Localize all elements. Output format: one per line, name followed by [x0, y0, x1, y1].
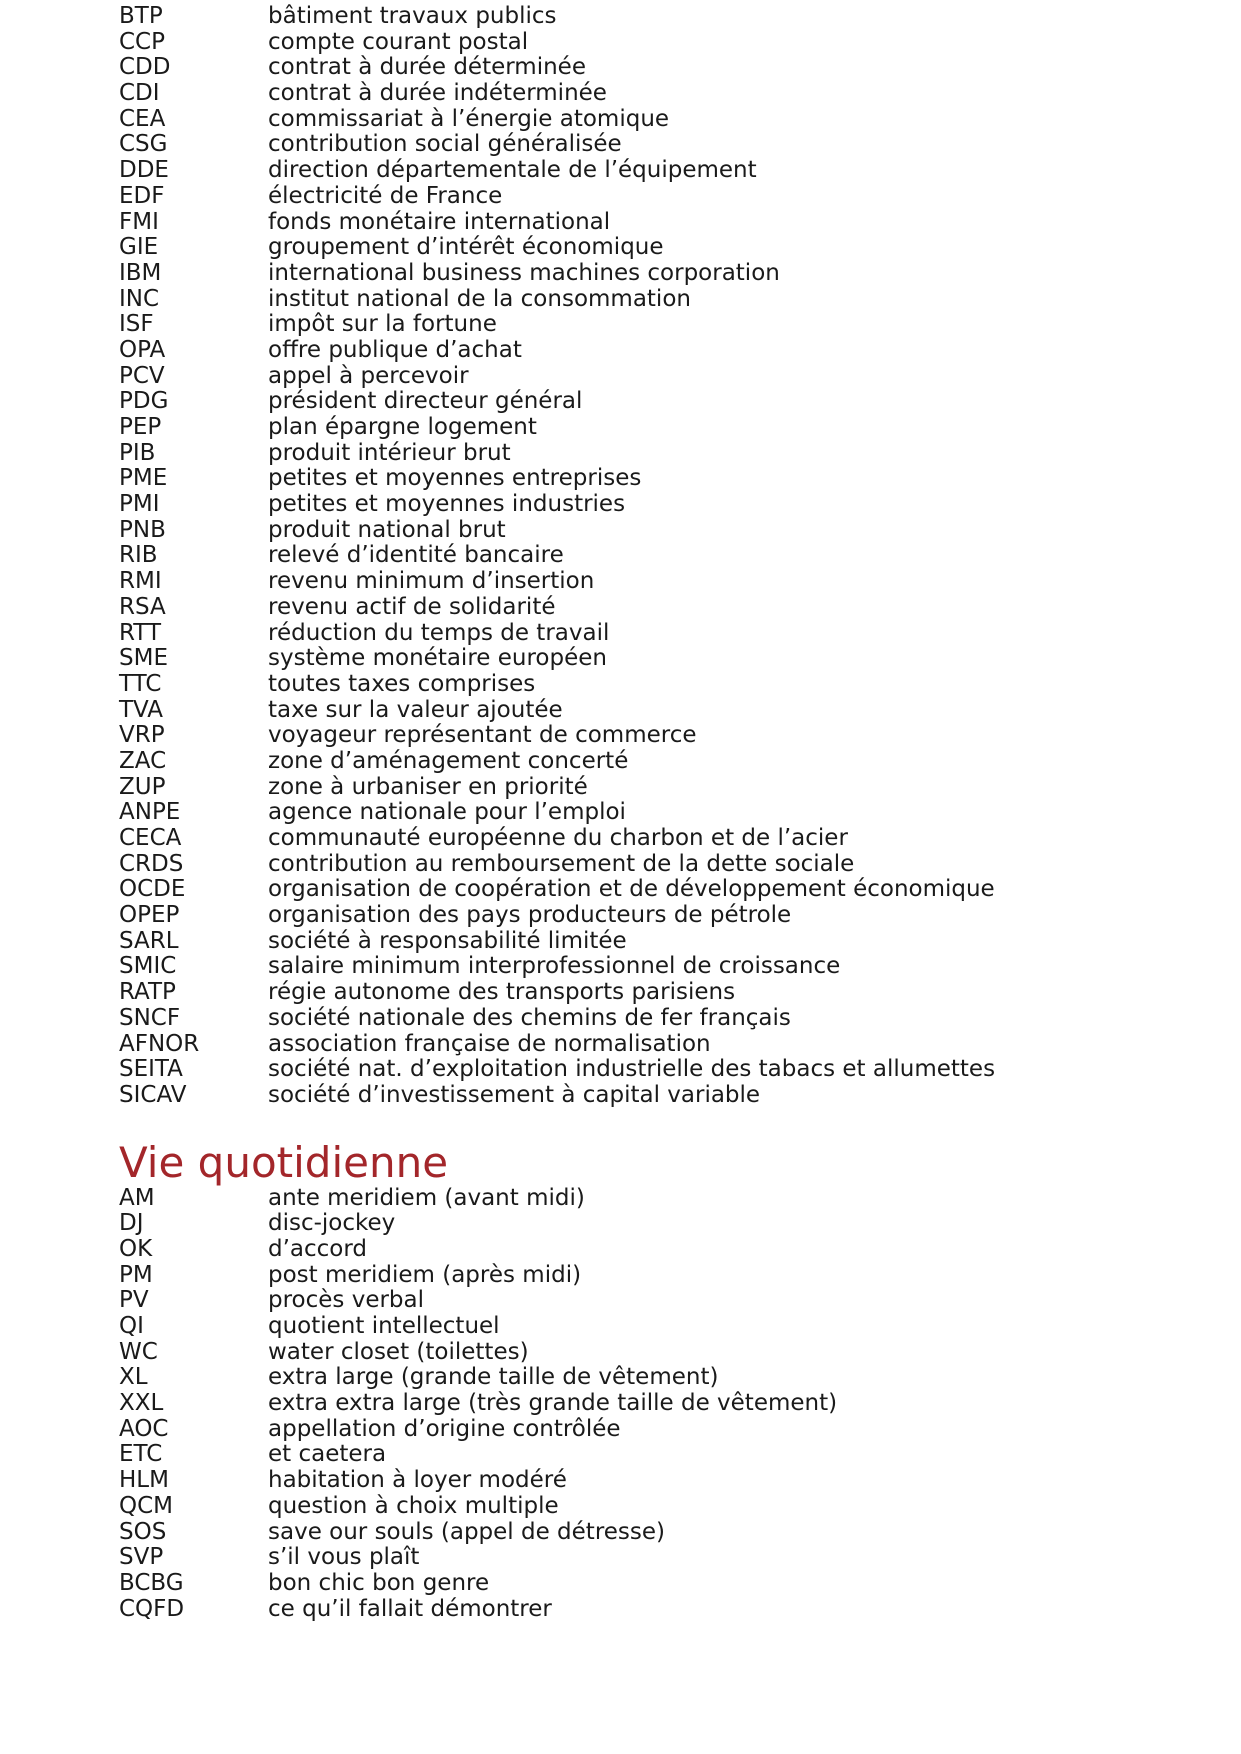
abbreviation: ZAC — [119, 747, 167, 774]
abbreviation: FMI — [119, 208, 159, 235]
abbreviation-list-vie-quotidienne — [119, 1137, 1179, 1623]
glossary-entry — [119, 1520, 1179, 1546]
abbreviation: SARL — [119, 927, 179, 954]
glossary-entry — [119, 4, 1179, 30]
abbreviation: PNB — [119, 516, 166, 543]
abbreviation: PIB — [119, 439, 156, 466]
abbreviation-meaning: disc-jockey — [268, 1210, 396, 1237]
abbreviation: PV — [119, 1287, 149, 1314]
glossary-entry — [119, 826, 1179, 852]
abbreviation: VRP — [119, 722, 165, 749]
glossary-entry — [119, 1006, 1179, 1032]
abbreviation: OPA — [119, 336, 166, 363]
glossary-entry — [119, 1365, 1179, 1391]
glossary-entry — [119, 466, 1179, 492]
abbreviation-meaning: contrat à durée déterminée — [268, 54, 586, 81]
abbreviation-meaning: petites et moyennes industries — [268, 491, 626, 518]
glossary-entry — [119, 364, 1179, 390]
abbreviation: PME — [119, 465, 168, 492]
abbreviation: AOC — [119, 1415, 169, 1442]
abbreviation: AM — [119, 1184, 155, 1211]
abbreviation-meaning: ce qu’il fallait démontrer — [268, 1595, 552, 1622]
abbreviation: QCM — [119, 1492, 174, 1519]
abbreviation: SEITA — [119, 1056, 183, 1083]
abbreviation: CQFD — [119, 1595, 185, 1622]
abbreviation: INC — [119, 285, 160, 312]
glossary-entry — [119, 595, 1179, 621]
abbreviation-meaning: relevé d’identité bancaire — [268, 542, 564, 569]
glossary-entry — [119, 492, 1179, 518]
glossary-entry — [119, 1468, 1179, 1494]
glossary-entry — [119, 569, 1179, 595]
glossary-entry — [119, 1237, 1179, 1263]
abbreviation-meaning: fonds monétaire international — [268, 208, 611, 235]
glossary-entry — [119, 81, 1179, 107]
glossary-entry — [119, 543, 1179, 569]
abbreviation-meaning: bon chic bon genre — [268, 1569, 490, 1596]
abbreviation: RMI — [119, 568, 162, 595]
abbreviation: DDE — [119, 157, 169, 184]
abbreviation: CECA — [119, 825, 182, 851]
abbreviation: SME — [119, 645, 168, 672]
glossary-entry — [119, 698, 1179, 724]
abbreviation-meaning: extra extra large (très grande taille de vêtement) — [268, 1390, 838, 1417]
abbreviation-meaning: organisation des pays producteurs de pétrole — [268, 902, 792, 929]
section-title: Vie quotidienne — [119, 1137, 449, 1187]
abbreviation: OK — [119, 1235, 153, 1262]
glossary-entry — [119, 389, 1179, 415]
abbreviation-meaning: institut national de la consommation — [268, 285, 691, 312]
glossary-entry — [119, 132, 1179, 158]
glossary-entry — [119, 1032, 1179, 1058]
abbreviation-meaning: zone d’aménagement concerté — [268, 747, 629, 774]
abbreviation-meaning: water closet (toilettes) — [268, 1338, 529, 1365]
glossary-entry — [119, 852, 1179, 878]
abbreviation-meaning: impôt sur la fortune — [268, 311, 497, 338]
abbreviation-meaning: compte courant postal — [268, 28, 529, 55]
abbreviation: GIE — [119, 234, 159, 261]
abbreviation-meaning: groupement d’intérêt économique — [268, 234, 664, 261]
abbreviation: OCDE — [119, 876, 186, 903]
abbreviation-meaning: société nat. d’exploitation industrielle des tabacs et allumettes — [268, 1056, 996, 1083]
abbreviation: ANPE — [119, 799, 181, 826]
abbreviation-meaning: organisation de coopération et de développement économique — [268, 876, 995, 903]
glossary-entry — [119, 877, 1179, 903]
abbreviation-meaning: international business machines corporation — [268, 259, 780, 286]
abbreviation-meaning: d’accord — [268, 1235, 368, 1262]
abbreviation-meaning: produit national brut — [268, 516, 506, 543]
glossary-entry — [119, 235, 1179, 261]
abbreviation: RIB — [119, 542, 158, 569]
abbreviation-meaning: électricité de France — [268, 182, 503, 209]
glossary-entry — [119, 415, 1179, 441]
abbreviation: RATP — [119, 979, 176, 1006]
glossary-entry — [119, 980, 1179, 1006]
glossary-entry — [119, 1494, 1179, 1520]
glossary-entry — [119, 1391, 1179, 1417]
glossary-entry — [119, 1186, 1179, 1212]
abbreviation-meaning: question à choix multiple — [268, 1492, 559, 1519]
abbreviation-meaning: ante meridiem (avant midi) — [268, 1184, 585, 1211]
abbreviation-meaning: habitation à loyer modéré — [268, 1467, 567, 1494]
abbreviation-meaning: taxe sur la valeur ajoutée — [268, 696, 563, 723]
abbreviation: DJ — [119, 1210, 144, 1237]
glossary-entry — [119, 749, 1179, 775]
abbreviation: IBM — [119, 259, 162, 286]
abbreviation: QI — [119, 1313, 144, 1339]
abbreviation: WC — [119, 1338, 158, 1365]
abbreviation-meaning: zone à urbaniser en priorité — [268, 773, 588, 800]
glossary-entry — [119, 1211, 1179, 1237]
abbreviation: CRDS — [119, 850, 184, 877]
abbreviation: PMI — [119, 491, 160, 518]
abbreviation: SVP — [119, 1544, 164, 1571]
abbreviation: EDF — [119, 182, 165, 209]
abbreviation: BCBG — [119, 1569, 184, 1596]
abbreviation: TVA — [119, 696, 164, 723]
glossary-entry — [119, 1545, 1179, 1571]
glossary-entry — [119, 1597, 1179, 1623]
glossary-entry — [119, 30, 1179, 56]
glossary-entry — [119, 184, 1179, 210]
abbreviation: PM — [119, 1261, 153, 1288]
glossary-entry — [119, 1263, 1179, 1289]
abbreviation-meaning: président directeur général — [268, 388, 583, 415]
glossary-entry — [119, 158, 1179, 184]
abbreviation: OPEP — [119, 902, 180, 929]
glossary-entry — [119, 107, 1179, 133]
abbreviation: RTT — [119, 619, 162, 646]
glossary-entry — [119, 1442, 1179, 1468]
abbreviation: CCP — [119, 28, 165, 55]
glossary-entry — [119, 1288, 1179, 1314]
abbreviation-list-general — [119, 4, 1179, 1109]
glossary-entry — [119, 1083, 1179, 1109]
abbreviation: PEP — [119, 414, 162, 440]
glossary-entry — [119, 441, 1179, 467]
abbreviation: ETC — [119, 1441, 163, 1468]
glossary-entry — [119, 261, 1179, 287]
abbreviation-glossary — [119, 4, 1179, 1622]
abbreviation-meaning: save our souls (appel de détresse) — [268, 1518, 666, 1545]
glossary-entry — [119, 518, 1179, 544]
abbreviation: CDD — [119, 54, 171, 81]
abbreviation-meaning: contribution social généralisée — [268, 131, 622, 158]
abbreviation: RSA — [119, 593, 166, 620]
glossary-entry — [119, 723, 1179, 749]
abbreviation-meaning: communauté européenne du charbon et de l’acier — [268, 825, 848, 851]
abbreviation: BTP — [119, 3, 163, 29]
abbreviation: HLM — [119, 1467, 169, 1494]
glossary-entry — [119, 1571, 1179, 1597]
glossary-entry — [119, 775, 1179, 801]
glossary-entry — [119, 672, 1179, 698]
abbreviation: PDG — [119, 388, 169, 415]
abbreviation-meaning: toutes taxes comprises — [268, 670, 536, 697]
abbreviation-meaning: régie autonome des transports parisiens — [268, 979, 736, 1006]
abbreviation: ZUP — [119, 773, 166, 800]
abbreviation: SICAV — [119, 1081, 187, 1108]
abbreviation: AFNOR — [119, 1030, 200, 1057]
abbreviation: CDI — [119, 80, 160, 107]
abbreviation: SNCF — [119, 1004, 181, 1031]
abbreviation: CSG — [119, 131, 168, 158]
abbreviation-meaning: appel à percevoir — [268, 362, 469, 389]
abbreviation-meaning: salaire minimum interprofessionnel de croissance — [268, 953, 841, 980]
glossary-entry — [119, 1340, 1179, 1366]
abbreviation: SOS — [119, 1518, 167, 1545]
abbreviation: XL — [119, 1364, 148, 1391]
abbreviation-meaning: appellation d’origine contrôlée — [268, 1415, 621, 1442]
glossary-entry — [119, 929, 1179, 955]
glossary-entry — [119, 338, 1179, 364]
abbreviation-meaning: extra large (grande taille de vêtement) — [268, 1364, 719, 1391]
abbreviation-meaning: voyageur représentant de commerce — [268, 722, 697, 749]
abbreviation-meaning: commissariat à l’énergie atomique — [268, 105, 670, 132]
glossary-entry — [119, 287, 1179, 313]
abbreviation-meaning: société à responsabilité limitée — [268, 927, 627, 954]
abbreviation-meaning: offre publique d’achat — [268, 336, 522, 363]
glossary-entry — [119, 621, 1179, 647]
glossary-entry — [119, 312, 1179, 338]
glossary-entry — [119, 1314, 1179, 1340]
abbreviation-meaning: contribution au remboursement de la dette sociale — [268, 850, 855, 877]
abbreviation-meaning: petites et moyennes entreprises — [268, 465, 642, 492]
glossary-entry — [119, 646, 1179, 672]
abbreviation-meaning: réduction du temps de travail — [268, 619, 610, 646]
abbreviation: ISF — [119, 311, 154, 338]
abbreviation-meaning: quotient intellectuel — [268, 1313, 500, 1339]
glossary-entry — [119, 800, 1179, 826]
abbreviation-meaning: et caetera — [268, 1441, 387, 1468]
abbreviation-meaning: revenu minimum d’insertion — [268, 568, 595, 595]
abbreviation-meaning: produit intérieur brut — [268, 439, 511, 466]
abbreviation-meaning: s’il vous plaît — [268, 1544, 420, 1571]
abbreviation-meaning: société nationale des chemins de fer français — [268, 1004, 791, 1031]
abbreviation: CEA — [119, 105, 166, 132]
abbreviation: XXL — [119, 1390, 164, 1417]
abbreviation: SMIC — [119, 953, 177, 980]
glossary-entry — [119, 1417, 1179, 1443]
abbreviation-meaning: procès verbal — [268, 1287, 425, 1314]
abbreviation: PCV — [119, 362, 165, 389]
abbreviation-meaning: revenu actif de solidarité — [268, 593, 556, 620]
abbreviation-meaning: système monétaire européen — [268, 645, 607, 672]
glossary-entry — [119, 903, 1179, 929]
glossary-entry — [119, 210, 1179, 236]
abbreviation: TTC — [119, 670, 162, 697]
glossary-entry — [119, 55, 1179, 81]
abbreviation-meaning: post meridiem (après midi) — [268, 1261, 582, 1288]
abbreviation-meaning: bâtiment travaux publics — [268, 3, 557, 29]
abbreviation-meaning: contrat à durée indéterminée — [268, 80, 607, 107]
abbreviation-meaning: association française de normalisation — [268, 1030, 711, 1057]
abbreviation-meaning: société d’investissement à capital variable — [268, 1081, 761, 1108]
abbreviation-meaning: direction départementale de l’équipement — [268, 157, 757, 184]
glossary-entry — [119, 1057, 1179, 1083]
glossary-entry — [119, 954, 1179, 980]
abbreviation-meaning: plan épargne logement — [268, 414, 537, 440]
abbreviation-meaning: agence nationale pour l’emploi — [268, 799, 626, 826]
